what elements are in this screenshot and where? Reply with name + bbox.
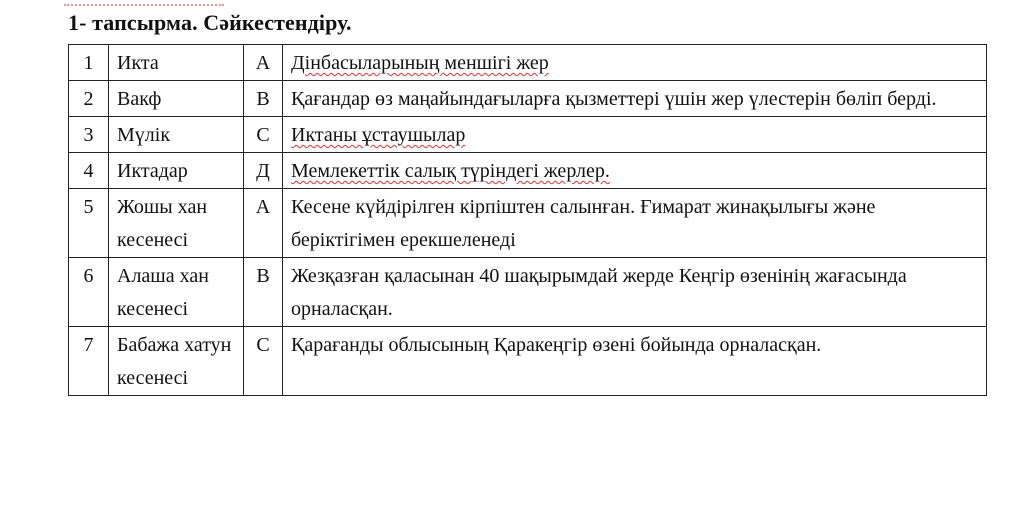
row-letter: С [244, 327, 283, 396]
row-term: Алаша хан кесенесі [109, 258, 244, 327]
row-letter: В [244, 81, 283, 117]
row-term: Икта [109, 45, 244, 81]
definition-text: Кесене күйдірілген кірпіштен салынған. Ғимарат жинақылығы және беріктігімен ерекшеленеді [291, 196, 876, 251]
row-definition [283, 153, 987, 189]
definition-text: Жезқазған қаласынан 40 шақырымдай жерде Кеңгір өзенінің жағасында орналасқан. [291, 265, 907, 320]
row-letter: А [244, 45, 283, 81]
row-number: 5 [69, 189, 109, 258]
table-row [69, 117, 987, 153]
matching-table [68, 44, 987, 396]
row-definition [283, 189, 987, 258]
row-number: 4 [69, 153, 109, 189]
row-term: Вакф [109, 81, 244, 117]
row-number: 6 [69, 258, 109, 327]
row-number: 1 [69, 45, 109, 81]
row-term: Иктадар [109, 153, 244, 189]
definition-text: Мемлекеттік салық түріндегі жерлер. [291, 160, 610, 182]
definition-text: Қарағанды облысының Қаракеңгір өзені бойында орналасқан. [291, 334, 822, 356]
row-letter: В [244, 258, 283, 327]
top-spellcheck-sliver [64, 0, 224, 6]
row-definition [283, 327, 987, 396]
table-row [69, 45, 987, 81]
row-definition [283, 81, 987, 117]
definition-text: Қағандар өз маңайындағыларға қызметтері үшін жер үлестерін бөліп берді. [291, 88, 937, 110]
table-row [69, 189, 987, 258]
definition-text: Иктаны ұстаушылар [291, 124, 466, 146]
definition-text: Дінбасыларының меншігі жер [291, 52, 549, 74]
table-row [69, 327, 987, 396]
row-definition [283, 117, 987, 153]
row-number: 3 [69, 117, 109, 153]
table-row [69, 153, 987, 189]
row-number: 2 [69, 81, 109, 117]
task-title: 1- тапсырма. Сәйкестендіру. [68, 10, 352, 35]
table-row [69, 258, 987, 327]
row-term: Бабажа хатун кесенесі [109, 327, 244, 396]
row-number: 7 [69, 327, 109, 396]
row-letter: С [244, 117, 283, 153]
row-letter: Д [244, 153, 283, 189]
table-row [69, 81, 987, 117]
row-term: Жошы хан кесенесі [109, 189, 244, 258]
row-term: Мүлік [109, 117, 244, 153]
row-letter: А [244, 189, 283, 258]
row-definition [283, 45, 987, 81]
row-definition [283, 258, 987, 327]
